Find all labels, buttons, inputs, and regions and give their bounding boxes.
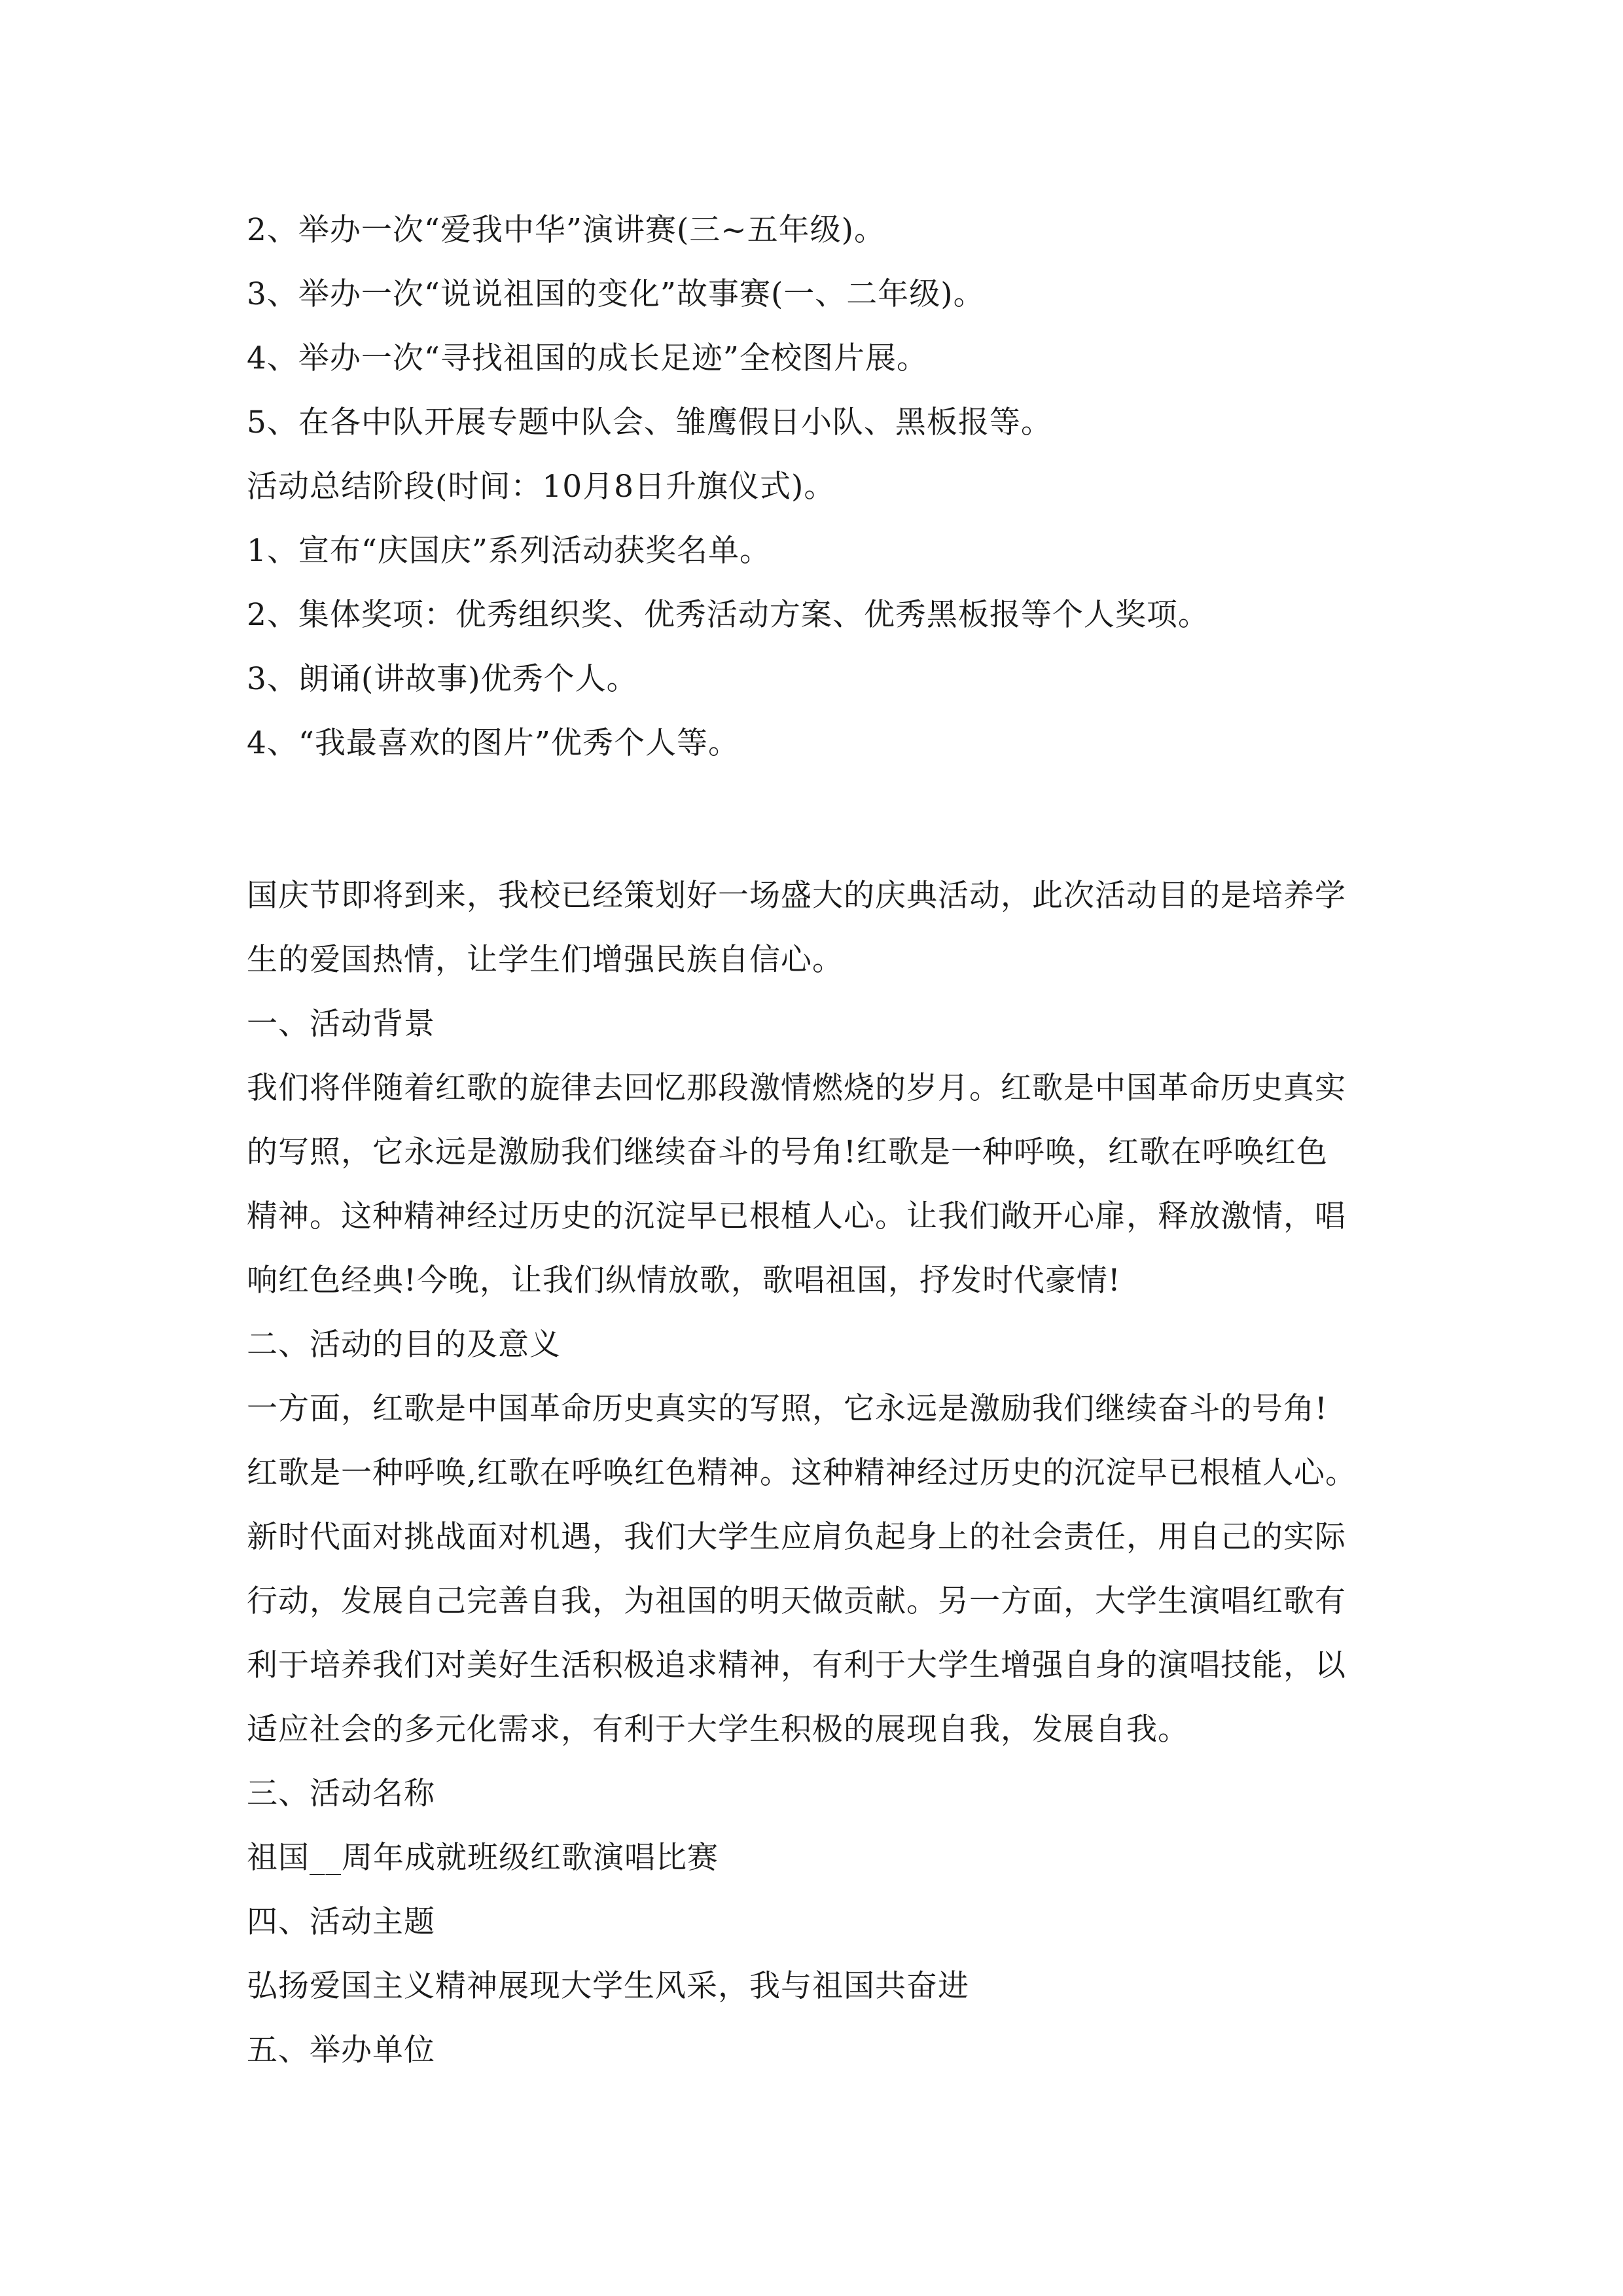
activity-item-3: 3、举办一次“说说祖国的变化”故事赛(一、二年级)。 (247, 276, 985, 312)
purpose-line-3: 新时代面对挑战面对机遇，我们大学生应肩负起身上的社会责任，用自己的实际 (247, 1519, 1346, 1555)
summary-item-3: 3、朗诵(讲故事)优秀个人。 (247, 661, 638, 697)
activity-item-2: 2、举办一次“爱我中华”演讲赛(三~五年级)。 (247, 212, 886, 248)
activity-item-4: 4、举办一次“寻找祖国的成长足迹”全校图片展。 (247, 340, 928, 376)
section-gap (247, 776, 1385, 864)
background-line-3: 精神。这种精神经过历史的沉淀早已根植人心。让我们敞开心扉，释放激情，唱 (247, 1198, 1346, 1234)
summary-stage-heading: 活动总结阶段(时间：10月8日升旗仪式)。 (247, 469, 836, 505)
document-body (247, 198, 1385, 2083)
purpose-line-5: 利于培养我们对美好生活积极追求精神，有利于大学生增强自身的演唱技能，以 (247, 1647, 1346, 1683)
purpose-line-2: 红歌是一种呼唤,红歌在呼唤红色精神。这种精神经过历史的沉淀早已根植人心。 (247, 1455, 1357, 1491)
summary-item-2: 2、集体奖项：优秀组织奖、优秀活动方案、优秀黑板报等个人奖项。 (247, 597, 1209, 633)
heading-purpose: 二、活动的目的及意义 (247, 1327, 561, 1363)
purpose-line-6: 适应社会的多元化需求，有利于大学生积极的展现自我，发展自我。 (247, 1712, 1189, 1748)
activity-item-5: 5、在各中队开展专题中队会、雏鹰假日小队、黑板报等。 (247, 404, 1052, 440)
purpose-line-4: 行动，发展自己完善自我，为祖国的明天做贡献。另一方面，大学生演唱红歌有 (247, 1583, 1346, 1619)
heading-organizer: 五、举办单位 (247, 2032, 435, 2068)
activity-name: 祖国__周年成就班级红歌演唱比赛 (247, 1840, 719, 1876)
background-line-2: 的写照，它永远是激励我们继续奋斗的号角!红歌是一种呼唤，红歌在呼唤红色 (247, 1134, 1328, 1170)
heading-background: 一、活动背景 (247, 1006, 435, 1042)
heading-theme: 四、活动主题 (247, 1904, 435, 1940)
intro-line-1: 国庆节即将到来，我校已经策划好一场盛大的庆典活动，此次活动目的是培养学 (247, 878, 1346, 914)
background-line-4: 响红色经典!今晚，让我们纵情放歌，歌唱祖国，抒发时代豪情! (247, 1263, 1121, 1299)
heading-name: 三、活动名称 (247, 1776, 435, 1812)
background-line-1: 我们将伴随着红歌的旋律去回忆那段激情燃烧的岁月。红歌是中国革命历史真实 (247, 1070, 1346, 1106)
summary-item-1: 1、宣布“庆国庆”系列活动获奖名单。 (247, 533, 771, 569)
activity-theme: 弘扬爱国主义精神展现大学生风采，我与祖国共奋进 (247, 1968, 969, 2004)
purpose-line-1: 一方面，红歌是中国革命历史真实的写照，它永远是激励我们继续奋斗的号角! (247, 1391, 1328, 1427)
summary-item-4: 4、“我最喜欢的图片”优秀个人等。 (247, 725, 740, 761)
intro-line-2: 生的爱国热情，让学生们增强民族自信心。 (247, 942, 844, 978)
